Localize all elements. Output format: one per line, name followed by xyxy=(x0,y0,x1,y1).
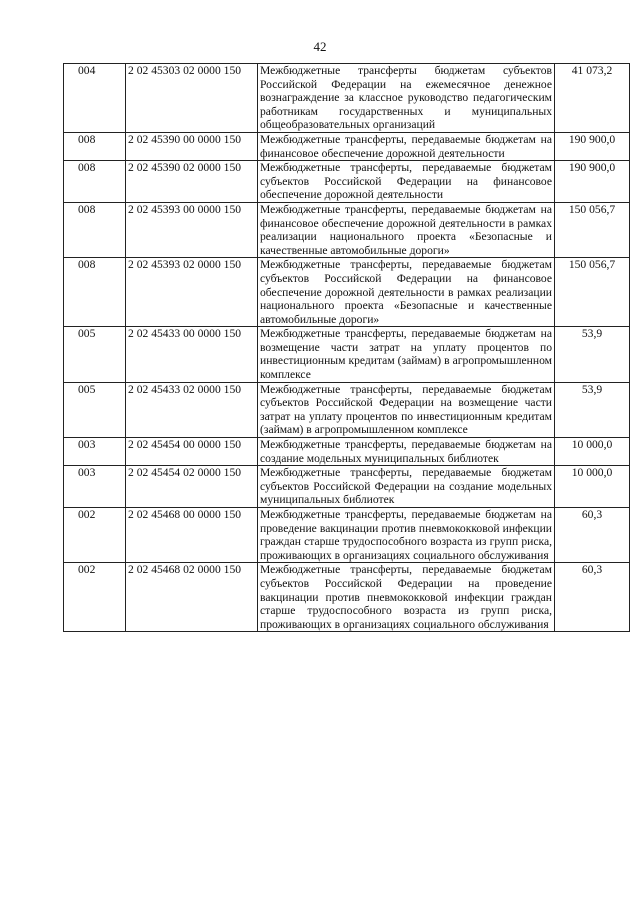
description-cell: Межбюджетные трансферты, передаваемые бюджетам на проведение вакцинации против пневмококковой инфекции граждан старше трудоспособного возраста из групп риска, проживающих в организациях социального обслуживания xyxy=(258,508,555,563)
admin-code-cell: 003 xyxy=(64,466,126,508)
table-row xyxy=(64,438,630,466)
admin-code-cell: 004 xyxy=(64,64,126,133)
admin-code-cell: 005 xyxy=(64,327,126,382)
amount-cell: 53,9 xyxy=(555,382,630,437)
budget-classification-code-cell: 2 02 45390 00 0000 150 xyxy=(126,132,258,160)
description-cell: Межбюджетные трансферты, передаваемые бюджетам субъектов Российской Федерации на возмещение части затрат на уплату процентов по инвестиционным кредитам (займам) в агропромышленном комплексе xyxy=(258,382,555,437)
budget-classification-code-cell: 2 02 45393 00 0000 150 xyxy=(126,202,258,257)
table-row xyxy=(64,466,630,508)
admin-code-cell: 003 xyxy=(64,438,126,466)
amount-cell: 10 000,0 xyxy=(555,466,630,508)
description-cell: Межбюджетные трансферты, передаваемые бюджетам субъектов Российской Федерации на проведение вакцинации против пневмококковой инфекции граждан старше трудоспособного возраста из групп риска, проживающих в организациях социального обслуживания xyxy=(258,563,555,632)
amount-cell: 190 900,0 xyxy=(555,161,630,203)
budget-classification-code-cell: 2 02 45468 02 0000 150 xyxy=(126,563,258,632)
description-cell: Межбюджетные трансферты, передаваемые бюджетам субъектов Российской Федерации на создание модельных муниципальных библиотек xyxy=(258,466,555,508)
amount-cell: 190 900,0 xyxy=(555,132,630,160)
amount-cell: 150 056,7 xyxy=(555,202,630,257)
table-row xyxy=(64,382,630,437)
description-cell: Межбюджетные трансферты, передаваемые бюджетам на финансовое обеспечение дорожной деятельности в рамках реализации национального проекта «Безопасные и качественные автомобильные дороги» xyxy=(258,202,555,257)
description-cell: Межбюджетные трансферты, передаваемые бюджетам субъектов Российской Федерации на финансовое обеспечение дорожной деятельности в рамках реализации национального проекта «Безопасные и качественные автомобильные дороги» xyxy=(258,258,555,327)
admin-code-cell: 002 xyxy=(64,563,126,632)
table-row xyxy=(64,161,630,203)
admin-code-cell: 008 xyxy=(64,202,126,257)
table-row xyxy=(64,327,630,382)
admin-code-cell: 008 xyxy=(64,258,126,327)
table-row xyxy=(64,508,630,563)
budget-classification-code-cell: 2 02 45468 00 0000 150 xyxy=(126,508,258,563)
amount-cell: 53,9 xyxy=(555,327,630,382)
budget-classification-code-cell: 2 02 45433 00 0000 150 xyxy=(126,327,258,382)
table-row xyxy=(64,202,630,257)
page-number: 42 xyxy=(313,39,327,54)
description-cell: Межбюджетные трансферты бюджетам субъектов Российской Федерации на ежемесячное денежное вознаграждение за классное руководство педагогическим работникам государственных и муниципальных общеобразовательных организаций xyxy=(258,64,555,133)
admin-code-cell: 002 xyxy=(64,508,126,563)
amount-cell: 10 000,0 xyxy=(555,438,630,466)
admin-code-cell: 008 xyxy=(64,132,126,160)
amount-cell: 150 056,7 xyxy=(555,258,630,327)
table-row xyxy=(64,64,630,133)
budget-classification-code-cell: 2 02 45303 02 0000 150 xyxy=(126,64,258,133)
description-cell: Межбюджетные трансферты, передаваемые бюджетам на финансовое обеспечение дорожной деятельности xyxy=(258,132,555,160)
amount-cell: 41 073,2 xyxy=(555,64,630,133)
budget-classification-code-cell: 2 02 45390 02 0000 150 xyxy=(126,161,258,203)
admin-code-cell: 005 xyxy=(64,382,126,437)
admin-code-cell: 008 xyxy=(64,161,126,203)
table-row xyxy=(64,258,630,327)
budget-classification-code-cell: 2 02 45393 02 0000 150 xyxy=(126,258,258,327)
table-row xyxy=(64,132,630,160)
description-cell: Межбюджетные трансферты, передаваемые бюджетам субъектов Российской Федерации на финансовое обеспечение дорожной деятельности xyxy=(258,161,555,203)
table-row xyxy=(64,563,630,632)
description-cell: Межбюджетные трансферты, передаваемые бюджетам на создание модельных муниципальных библиотек xyxy=(258,438,555,466)
budget-classification-code-cell: 2 02 45433 02 0000 150 xyxy=(126,382,258,437)
budget-classification-code-cell: 2 02 45454 00 0000 150 xyxy=(126,438,258,466)
budget-classification-code-cell: 2 02 45454 02 0000 150 xyxy=(126,466,258,508)
budget-table xyxy=(63,63,630,632)
description-cell: Межбюджетные трансферты, передаваемые бюджетам на возмещение части затрат на уплату процентов по инвестиционным кредитам (займам) в агропромышленном комплексе xyxy=(258,327,555,382)
amount-cell: 60,3 xyxy=(555,508,630,563)
amount-cell: 60,3 xyxy=(555,563,630,632)
